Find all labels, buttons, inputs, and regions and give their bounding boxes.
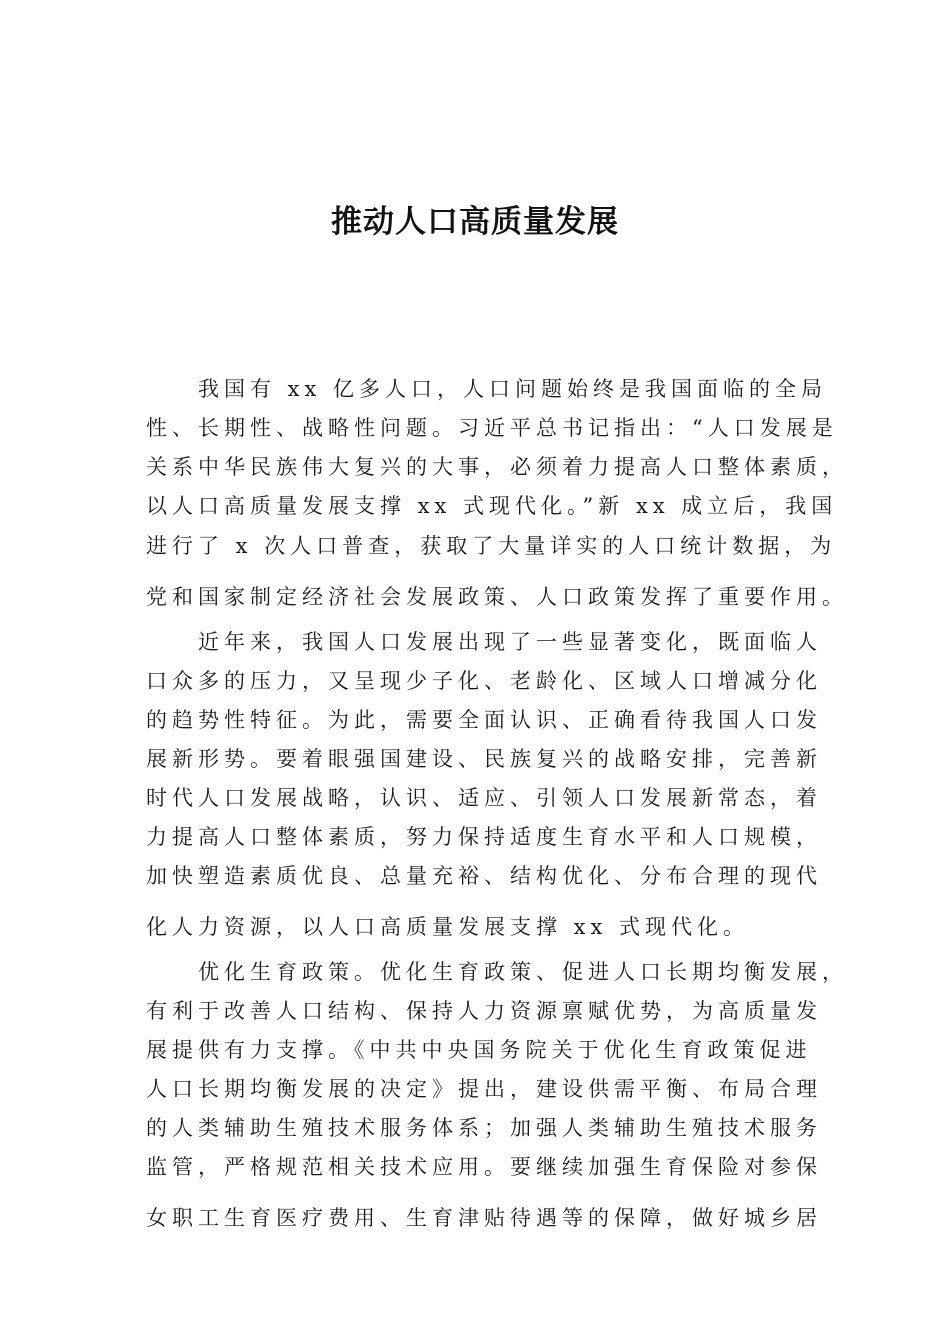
paragraph-line: 进行了 x 次人口普查，获取了大量详实的人口统计数据，为: [146, 534, 837, 558]
paragraph-line: 关系中华民族伟大复兴的大事，必须着力提高人口整体素质，: [146, 455, 848, 479]
paragraph-line: 人口长期均衡发展的决定》提出，建设供需平衡、布局合理: [146, 1077, 822, 1101]
paragraph-line: 党和国家制定经济社会发展政策、人口政策发挥了重要作用。: [146, 585, 848, 609]
paragraph-line: 女职工生育医疗费用、生育津贴待遇等的保障，做好城乡居: [146, 1206, 822, 1230]
paragraph-line: 的人类辅助生殖技术服务体系；加强人类辅助生殖技术服务: [146, 1116, 822, 1140]
paragraph-line: 加快塑造素质优良、总量充裕、结构优化、分布合理的现代: [146, 864, 822, 888]
paragraph-line: 监管，严格规范相关技术应用。要继续加强生育保险对参保: [146, 1155, 822, 1179]
paragraph-line: 力提高人口整体素质，努力保持适度生育水平和人口规模，: [146, 825, 822, 849]
paragraph-line: 口众多的压力，又呈现少子化、老龄化、区域人口增减分化: [146, 669, 822, 693]
paragraph-line: 性、长期性、战略性问题。习近平总书记指出：“人口发展是: [146, 416, 838, 440]
paragraph-line: 优化生育政策。优化生育政策、促进人口长期均衡发展，: [198, 960, 848, 984]
paragraph-line: 化人力资源，以人口高质量发展支撑 xx 式现代化。: [146, 915, 750, 939]
paragraph-line: 展新形势。要着眼强国建设、民族复兴的战略安排，完善新: [146, 747, 822, 771]
paragraph-line: 有利于改善人口结构、保持人力资源禀赋优势，为高质量发: [146, 999, 822, 1023]
paragraph-line: 时代人口发展战略，认识、适应、引领人口发展新常态，着: [146, 786, 822, 810]
paragraph-line: 以人口高质量发展支撑 xx 式现代化。”新 xx 成立后，我国: [146, 494, 838, 518]
paragraph-line: 展提供有力支撑。《中共中央国务院关于优化生育政策促进: [146, 1038, 812, 1062]
paragraph-line: 我国有 xx 亿多人口，人口问题始终是我国面临的全局: [198, 377, 828, 401]
document-title: 推动人口高质量发展: [331, 204, 619, 240]
paragraph-line: 近年来，我国人口发展出现了一些显著变化，既面临人: [198, 630, 822, 654]
paragraph-line: 的趋势性特征。为此，需要全面认识、正确看待我国人口发: [146, 708, 822, 732]
